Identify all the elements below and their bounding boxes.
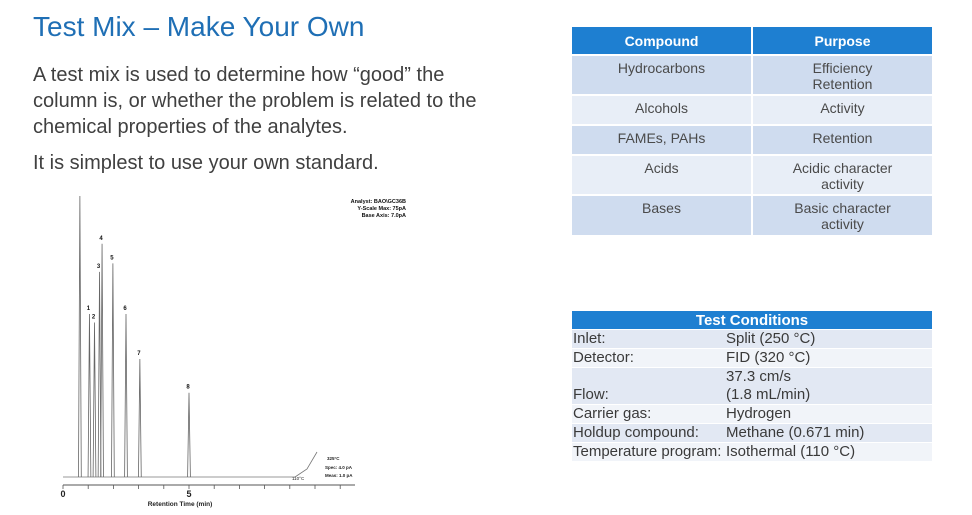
condition-label: Temperature program: [572,443,725,462]
purpose-cell: Efficiency Retention [752,55,932,95]
x-tick-label: 5 [186,489,192,499]
condition-label: Holdup compound: [572,424,725,443]
table-row [572,125,932,155]
analyst-info-line: Analyst: BAO\GC36B [350,199,406,205]
peak-label: 6 [123,306,127,313]
peak-label: 4 [99,235,103,242]
compound-cell: Bases [572,195,752,235]
condition-value: Hydrogen [725,405,932,424]
peak-label: 7 [137,350,141,357]
meas-label: Meas: 1.0 pA [325,473,353,478]
compound-cell: FAMEs, PAHs [572,125,752,155]
purpose-cell: Basic character activity [752,195,932,235]
analyst-info-line: Base Axis: 7.0pA [361,213,406,219]
peak [188,393,191,477]
purpose-cell: Retention [752,125,932,155]
table-row [572,55,932,95]
table-row [572,155,932,195]
conditions-table [572,311,932,461]
condition-label: Inlet: [572,330,725,349]
peak-label: 8 [186,384,190,391]
table-row [572,349,932,368]
table-row [572,195,932,235]
spec-label: Spec: 4.0 pA [325,465,353,470]
intro-paragraph: A test mix is used to determine how “good” the column is, or whether the problem is related to the chemical properties of the analytes. [33,64,477,138]
purpose-cell: Activity [752,95,932,125]
peak [101,244,104,477]
slide-title: Test Mix – Make Your Own [33,11,365,42]
table-row [572,405,932,424]
peak [78,196,81,477]
compound-table [572,27,932,235]
purpose-header: Purpose [752,27,932,55]
compound-cell: Hydrocarbons [572,55,752,95]
standard-paragraph: It is simplest to use your own standard. [33,152,379,174]
peak-label: 5 [110,255,114,262]
condition-label: Carrier gas: [572,405,725,424]
ramp-start-label: 110°C [292,476,305,481]
peak [125,314,128,477]
condition-value: FID (320 °C) [725,349,932,368]
chromatogram-labels [87,199,406,481]
purpose-cell: Acidic character activity [752,155,932,195]
compound-header: Compound [572,27,752,55]
peak [111,263,114,477]
compound-cell: Acids [572,155,752,195]
x-tick-label: 0 [60,489,66,499]
ramp-line [295,452,317,477]
x-axis-label: Retention Time (min) [147,501,213,508]
chromatogram-axes [60,485,355,508]
table-row [572,368,932,405]
chromatogram [55,190,415,510]
compound-cell: Alcohols [572,95,752,125]
ramp-end-label: 325°C [327,456,340,461]
condition-value: Split (250 °C) [725,330,932,349]
analyst-info-line: Y-Scale Max: 75pA [357,206,406,212]
peak-label: 2 [91,314,96,321]
condition-value: Isothermal (110 °C) [725,443,932,462]
peak-label: 3 [96,263,101,270]
table-row [572,443,932,462]
condition-value: Methane (0.671 min) [725,424,932,443]
peak [93,322,96,477]
table-row [572,424,932,443]
table-row [572,330,932,349]
condition-label: Detector: [572,349,725,368]
condition-label: Flow: [572,368,725,405]
table-row [572,95,932,125]
condition-value: 37.3 cm/s (1.8 mL/min) [725,368,932,405]
peak-label: 1 [86,306,91,313]
peak [88,314,91,477]
conditions-title: Test Conditions [572,311,932,330]
peak [138,359,141,477]
